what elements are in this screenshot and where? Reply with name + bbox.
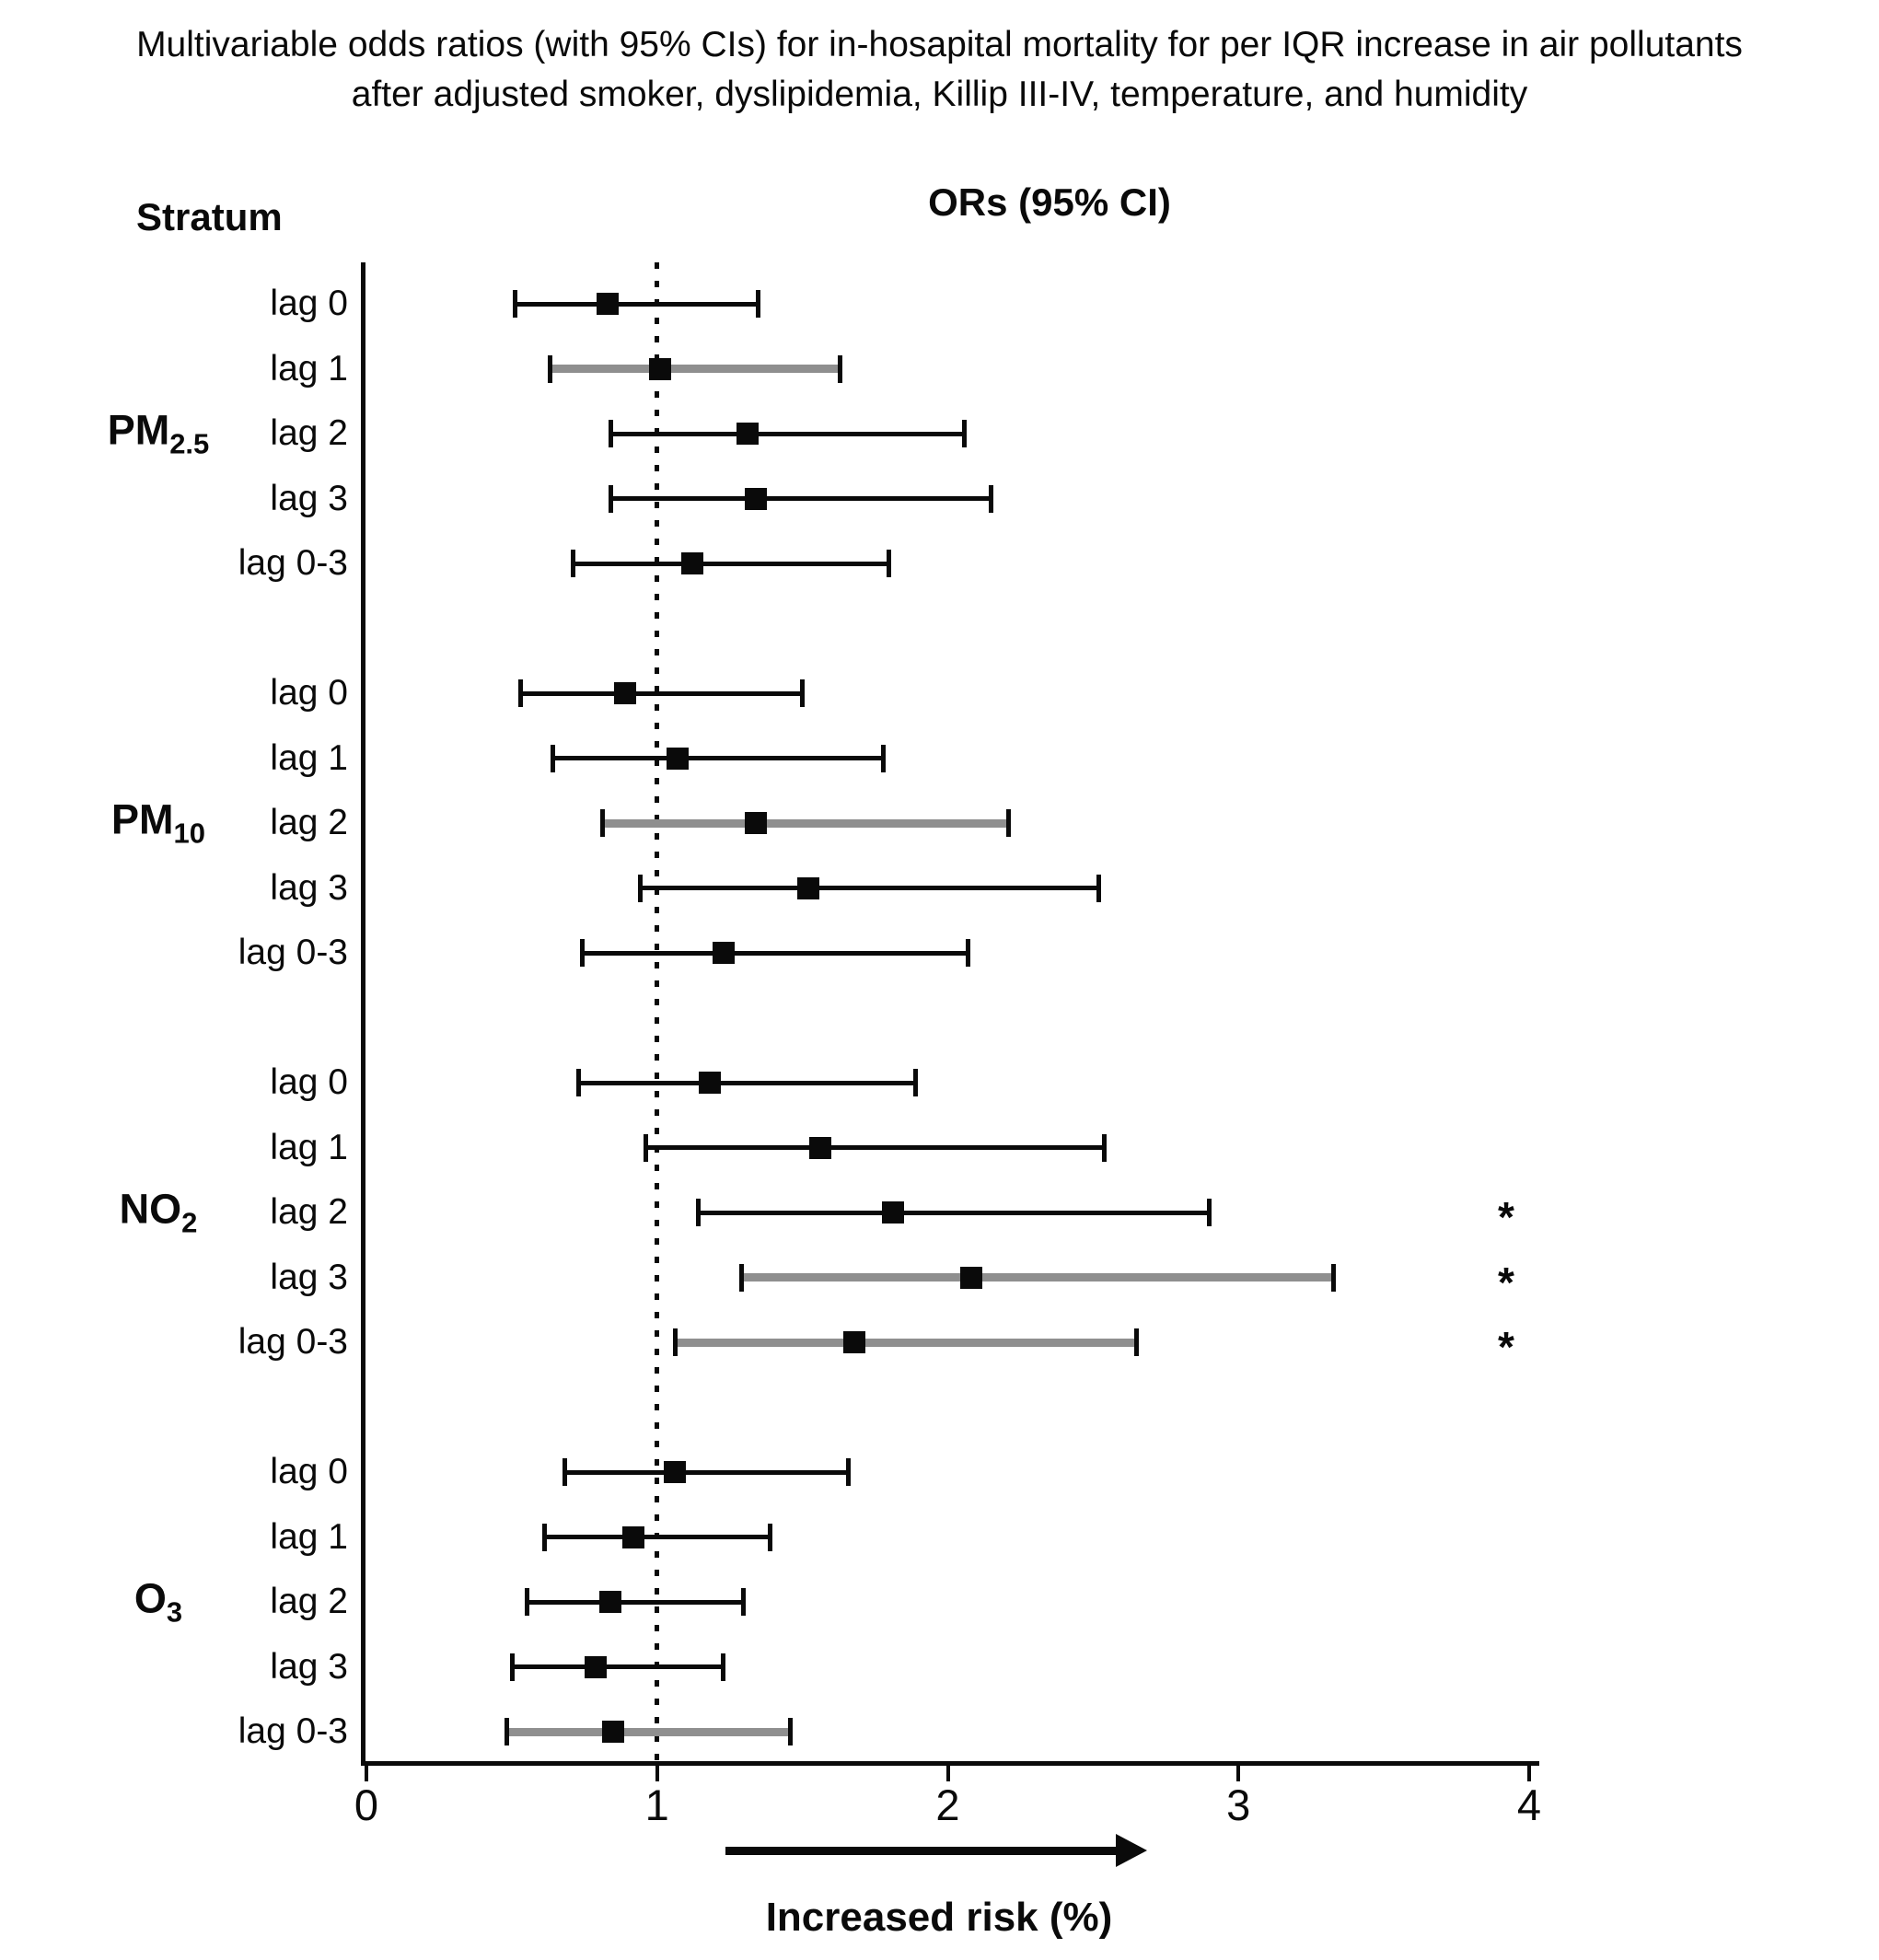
- ci-cap-right: [768, 1524, 772, 1551]
- x-axis-tick-label: 4: [1516, 1780, 1542, 1829]
- point-estimate-marker: [797, 877, 819, 899]
- ci-line: [578, 1081, 915, 1085]
- ci-line: [602, 819, 1009, 828]
- ci-line: [741, 1273, 1334, 1282]
- row-label: lag 2: [270, 803, 348, 842]
- ci-cap-left: [739, 1264, 744, 1292]
- ci-cap-right: [1207, 1199, 1212, 1226]
- row-label: lag 0-3: [238, 543, 348, 583]
- row-label: lag 2: [270, 413, 348, 453]
- ci-cap-right: [788, 1718, 793, 1745]
- ci-line: [610, 432, 965, 436]
- ci-cap-right: [1102, 1134, 1107, 1162]
- significance-star: *: [1498, 1258, 1514, 1306]
- ci-cap-right: [741, 1588, 746, 1616]
- ci-cap-left: [644, 1134, 648, 1162]
- ci-cap-right: [756, 290, 760, 318]
- point-estimate-marker: [667, 748, 689, 770]
- ci-line: [564, 1470, 849, 1475]
- ci-cap-right: [1006, 809, 1011, 837]
- ci-line: [520, 691, 802, 696]
- ci-cap-left: [576, 1069, 581, 1096]
- ci-line: [506, 1728, 791, 1736]
- x-axis-tick-label: 2: [935, 1780, 960, 1829]
- ci-cap-right: [721, 1653, 725, 1681]
- group-label: $PM_{2.5}$: [107, 406, 210, 460]
- x-axis-tick: [655, 1761, 659, 1781]
- point-estimate-marker: [745, 488, 767, 510]
- x-axis-tick-label: 0: [354, 1780, 379, 1829]
- point-estimate-marker: [622, 1526, 644, 1548]
- ci-cap-left: [548, 355, 552, 383]
- ci-cap-right: [881, 745, 886, 772]
- ci-cap-right: [846, 1458, 851, 1486]
- row-label: lag 0-3: [238, 933, 348, 972]
- ci-cap-left: [600, 809, 605, 837]
- ci-line: [582, 951, 968, 956]
- point-estimate-marker: [699, 1072, 721, 1094]
- row-label: lag 2: [270, 1192, 348, 1232]
- point-estimate-marker: [809, 1137, 831, 1159]
- x-axis-tick-label: 1: [644, 1780, 669, 1829]
- group-label: $O_3$: [133, 1574, 183, 1629]
- point-estimate-marker: [737, 423, 759, 445]
- ci-cap-left: [609, 485, 613, 513]
- point-estimate-marker: [843, 1331, 865, 1353]
- point-estimate-marker: [882, 1201, 904, 1224]
- row-label: lag 1: [270, 737, 348, 778]
- point-estimate-marker: [649, 358, 671, 380]
- ci-line: [645, 1145, 1105, 1150]
- ci-line: [544, 1535, 771, 1539]
- ci-cap-left: [542, 1524, 547, 1551]
- point-estimate-marker: [745, 812, 767, 834]
- ci-cap-right: [838, 355, 842, 383]
- ci-cap-left: [505, 1718, 509, 1745]
- ci-cap-left: [518, 679, 523, 707]
- ci-cap-right: [962, 420, 967, 447]
- ci-line: [552, 756, 884, 760]
- ci-cap-left: [510, 1653, 515, 1681]
- point-estimate-marker: [713, 942, 735, 964]
- ci-cap-left: [513, 290, 517, 318]
- row-label: lag 3: [270, 1646, 348, 1687]
- row-label: lag 0: [270, 1062, 348, 1102]
- row-label: lag 2: [270, 1582, 348, 1621]
- x-axis-label: Increased risk (%): [765, 1895, 1113, 1940]
- y-axis-line: [361, 262, 365, 1766]
- ci-cap-right: [913, 1069, 918, 1096]
- ci-cap-left: [609, 420, 613, 447]
- ci-cap-left: [580, 939, 585, 967]
- point-estimate-marker: [602, 1721, 624, 1743]
- row-label: lag 3: [270, 1257, 348, 1297]
- row-labels-column: [0, 262, 355, 1761]
- group-label: $PM_{10}$: [111, 795, 205, 850]
- ci-line: [698, 1211, 1210, 1215]
- ci-cap-right: [966, 939, 970, 967]
- ors-header: ORs (95% CI): [928, 180, 1171, 224]
- point-estimate-marker: [599, 1591, 621, 1613]
- significance-star: *: [1498, 1323, 1514, 1371]
- ci-cap-left: [563, 1458, 567, 1486]
- ci-line: [573, 562, 889, 566]
- x-axis-tick: [365, 1761, 368, 1781]
- row-label: lag 0: [270, 673, 348, 713]
- ci-cap-left: [673, 1328, 678, 1356]
- row-label: lag 0-3: [238, 1711, 348, 1751]
- row-label: lag 3: [270, 867, 348, 908]
- ci-line: [610, 496, 992, 501]
- point-estimate-marker: [597, 293, 619, 315]
- ci-cap-left: [551, 745, 555, 772]
- x-axis-tick: [1527, 1761, 1531, 1781]
- row-label: lag 0-3: [238, 1322, 348, 1362]
- row-label: lag 0: [270, 284, 348, 323]
- ci-cap-left: [696, 1199, 701, 1226]
- ci-cap-left: [638, 875, 643, 902]
- ci-line: [515, 302, 759, 307]
- plot-area: [354, 262, 1542, 1829]
- figure-title-line1: Multivariable odds ratios (with 95% CIs) for in-hosapital mortality for per IQR increase in air pollutants: [136, 25, 1743, 64]
- point-estimate-marker: [960, 1267, 982, 1289]
- point-estimate-marker: [681, 552, 703, 574]
- ci-line: [675, 1339, 1137, 1347]
- increased-risk-arrow-head: [1116, 1834, 1147, 1867]
- x-axis-tick: [1236, 1761, 1240, 1781]
- ci-cap-right: [1331, 1264, 1336, 1292]
- ci-line: [527, 1600, 745, 1605]
- ci-cap-right: [1096, 875, 1101, 902]
- row-label: lag 1: [270, 1127, 348, 1167]
- ci-cap-right: [989, 485, 993, 513]
- ci-line: [550, 365, 841, 373]
- x-axis-line: [361, 1761, 1539, 1766]
- ci-cap-left: [525, 1588, 529, 1616]
- group-label: $NO_2$: [119, 1185, 198, 1239]
- figure-title: [0, 20, 1879, 120]
- stratum-header: Stratum: [136, 195, 283, 238]
- ci-cap-left: [571, 550, 575, 577]
- x-axis-tick: [946, 1761, 950, 1781]
- ci-cap-right: [887, 550, 891, 577]
- ci-cap-right: [1134, 1328, 1139, 1356]
- row-label: lag 1: [270, 1516, 348, 1557]
- ci-line: [512, 1664, 724, 1669]
- significance-star: *: [1498, 1193, 1514, 1241]
- point-estimate-marker: [585, 1656, 607, 1678]
- row-label: lag 1: [270, 348, 348, 389]
- point-estimate-marker: [614, 682, 636, 704]
- row-label: lag 0: [270, 1452, 348, 1491]
- figure-title-line2: after adjusted smoker, dyslipidemia, Killip III-IV, temperature, and humidity: [351, 75, 1528, 114]
- row-label: lag 3: [270, 478, 348, 518]
- ci-line: [640, 886, 1099, 890]
- point-estimate-marker: [664, 1461, 686, 1483]
- ci-cap-right: [800, 679, 805, 707]
- increased-risk-arrow-shaft: [725, 1847, 1116, 1855]
- x-axis-tick-label: 3: [1226, 1780, 1251, 1829]
